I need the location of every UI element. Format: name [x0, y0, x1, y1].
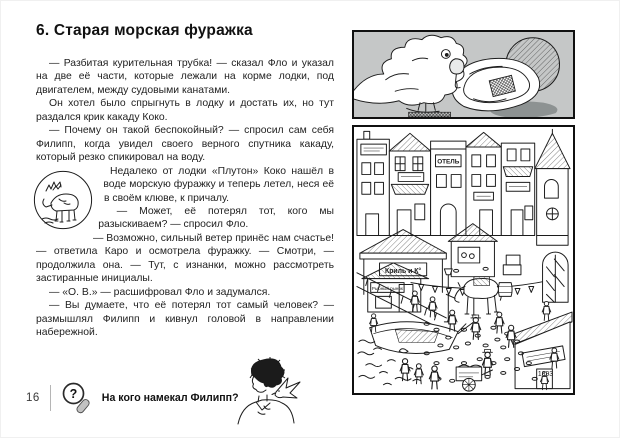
moose-stamp-icon [31, 168, 95, 232]
paragraph: — Может, её потерял тот, кого мы разыскиваем? — спросил Фло. [98, 205, 334, 231]
story-text [36, 57, 334, 340]
chapter-title: 6. Старая морская фуражка [36, 22, 253, 39]
sign-kril: Криль и К° [385, 267, 422, 275]
paragraph: Недалеко от лодки «Плутон» Коко нашёл в воде морскую фуражку и теперь летел, неся её в своём клюве, к причалу. [103, 165, 334, 204]
footer-question: На кого намекал Филипп? [101, 392, 239, 404]
paragraph: — «О. В.» — расшифровал Фло и задумался. [49, 286, 271, 298]
text-column [36, 22, 334, 340]
sign-fish-market: Рыбный рынок [371, 285, 403, 291]
page-footer [26, 383, 239, 413]
cockatoo-cap-illustration [354, 32, 573, 117]
paragraph: — Разбитая курительная трубка! — сказал Фло и указал на две её части, которые лежали на корме лодки, под двигателем, между судовыми канатами. [36, 58, 334, 96]
footer-divider [50, 385, 51, 411]
moose-stamp-illustration [31, 168, 95, 232]
paragraph: — Вы думаете, что её потерял тот самый человек? — размышлял Филипп и кивнул головой в направлении набережной. [36, 300, 334, 339]
cockatoo-cap-panel [352, 30, 575, 119]
harbour-scene-panel [352, 125, 575, 395]
paragraph: Он хотел было спрыгнуть в лодку и достать их, но тут раздался крик какаду Коко. [36, 98, 334, 123]
boy-with-cockatoo-icon [230, 354, 304, 426]
page-number: 16 [26, 392, 40, 404]
sign-hotel: ОТЕЛЬ [437, 158, 460, 166]
harbour-scene-illustration [354, 127, 573, 393]
paragraph: — Почему он такой беспокойный? — спросил сам себя Филипп, когда увидел своего верного спутника какаду, который резко спикировал на воду. [36, 125, 334, 164]
boy-with-cockatoo-illustration [230, 354, 304, 426]
question-mark-glyph: ? [69, 387, 78, 401]
sign-1893: 1893 [537, 370, 554, 378]
paragraph: — Возможно, сильный ветер принёс нам счастье! — ответила Каро и осмотрела фуражку. — Смотри, — продолжила она. — Тут, с изнанки, можно рассмотреть застиранные инициалы. [36, 232, 334, 285]
arched-double-door [543, 252, 569, 302]
question-magnifier-icon [60, 381, 94, 415]
